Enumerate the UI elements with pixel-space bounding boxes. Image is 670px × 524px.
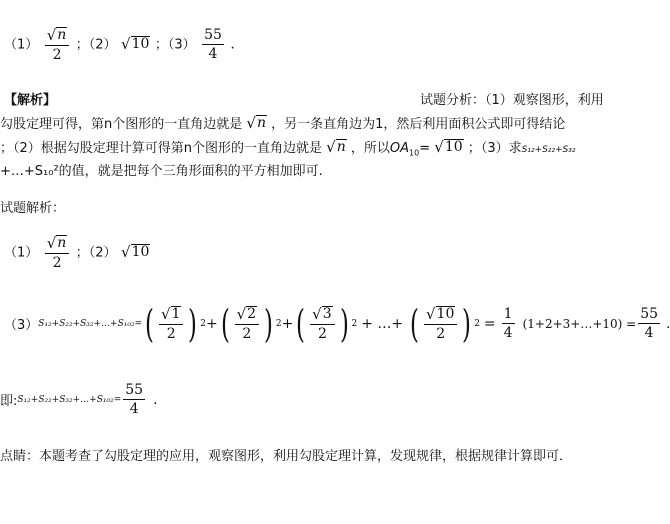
comment: 点睛：本题考查了勾股定理的应用，观察图形，利用勾股定理计算，发现规律，根据规律计算即可．	[0, 449, 573, 464]
answer-label-1: （1）	[4, 37, 39, 53]
solution-frac-1: √ n 2	[45, 234, 70, 271]
answer-line	[4, 26, 235, 63]
analysis-intro: 试题分析：（1）观察图形，利用	[420, 93, 604, 108]
analysis-heading: 【解析】	[4, 93, 57, 108]
sqrt-n: √ n	[246, 114, 266, 132]
sqrt-n-2: √ n	[326, 138, 346, 156]
answer-label-2: ；（2）	[75, 37, 117, 53]
solution-sqrt-10: √ 10	[121, 242, 150, 261]
analysis-line-2: 勾股定理可得，第n个图形的一直角边就是 √ n ，另一条直角边为1，然后利用面积公式即可得结论	[0, 114, 566, 132]
analysis-line-3: ；（2）根据勾股定理计算可得第n个图形的一直角边就是 √ n ，所以$OA_{10}=$ √ 10 ；（3）求S₁₂+S₂₂+S₃₂	[0, 138, 576, 158]
solution-part-3: （3） S₁₂+S₂₂+S₃₂+…+S₁₀₂= ( √ 1 2 ) 2 + ( √ 2 2 ) 2 + ( √ 3 2 ) 2 + …+ ( √ 10 2 ) 2 = $\frac{1}{4}$ (1+2+3+…+10) = $\frac{55}{4}$	[4, 301, 659, 346]
answer-2-sqrt: √ 10	[121, 34, 150, 53]
answer-1-fraction: √ n 2	[45, 26, 70, 63]
solution-heading: 试题解析：	[0, 201, 66, 216]
answer-end: .	[230, 36, 235, 53]
conclusion: 即: S₁₂+S₂₂+S₃₂+…+S₁₀₂= $\frac{55}{4}$ .	[0, 382, 158, 417]
sqrt-10: √ 10	[434, 138, 463, 156]
answer-3-fraction: $\frac{55}{4}$	[204, 27, 222, 62]
answer-label-3: ；（3）	[154, 37, 196, 53]
solution-answers: （1） √ n 2 ；（2） √ 10	[4, 234, 150, 271]
analysis-line-4: +…+S₁₀²的值，就是把每个三角形面积的平方相加即可.	[0, 164, 323, 179]
